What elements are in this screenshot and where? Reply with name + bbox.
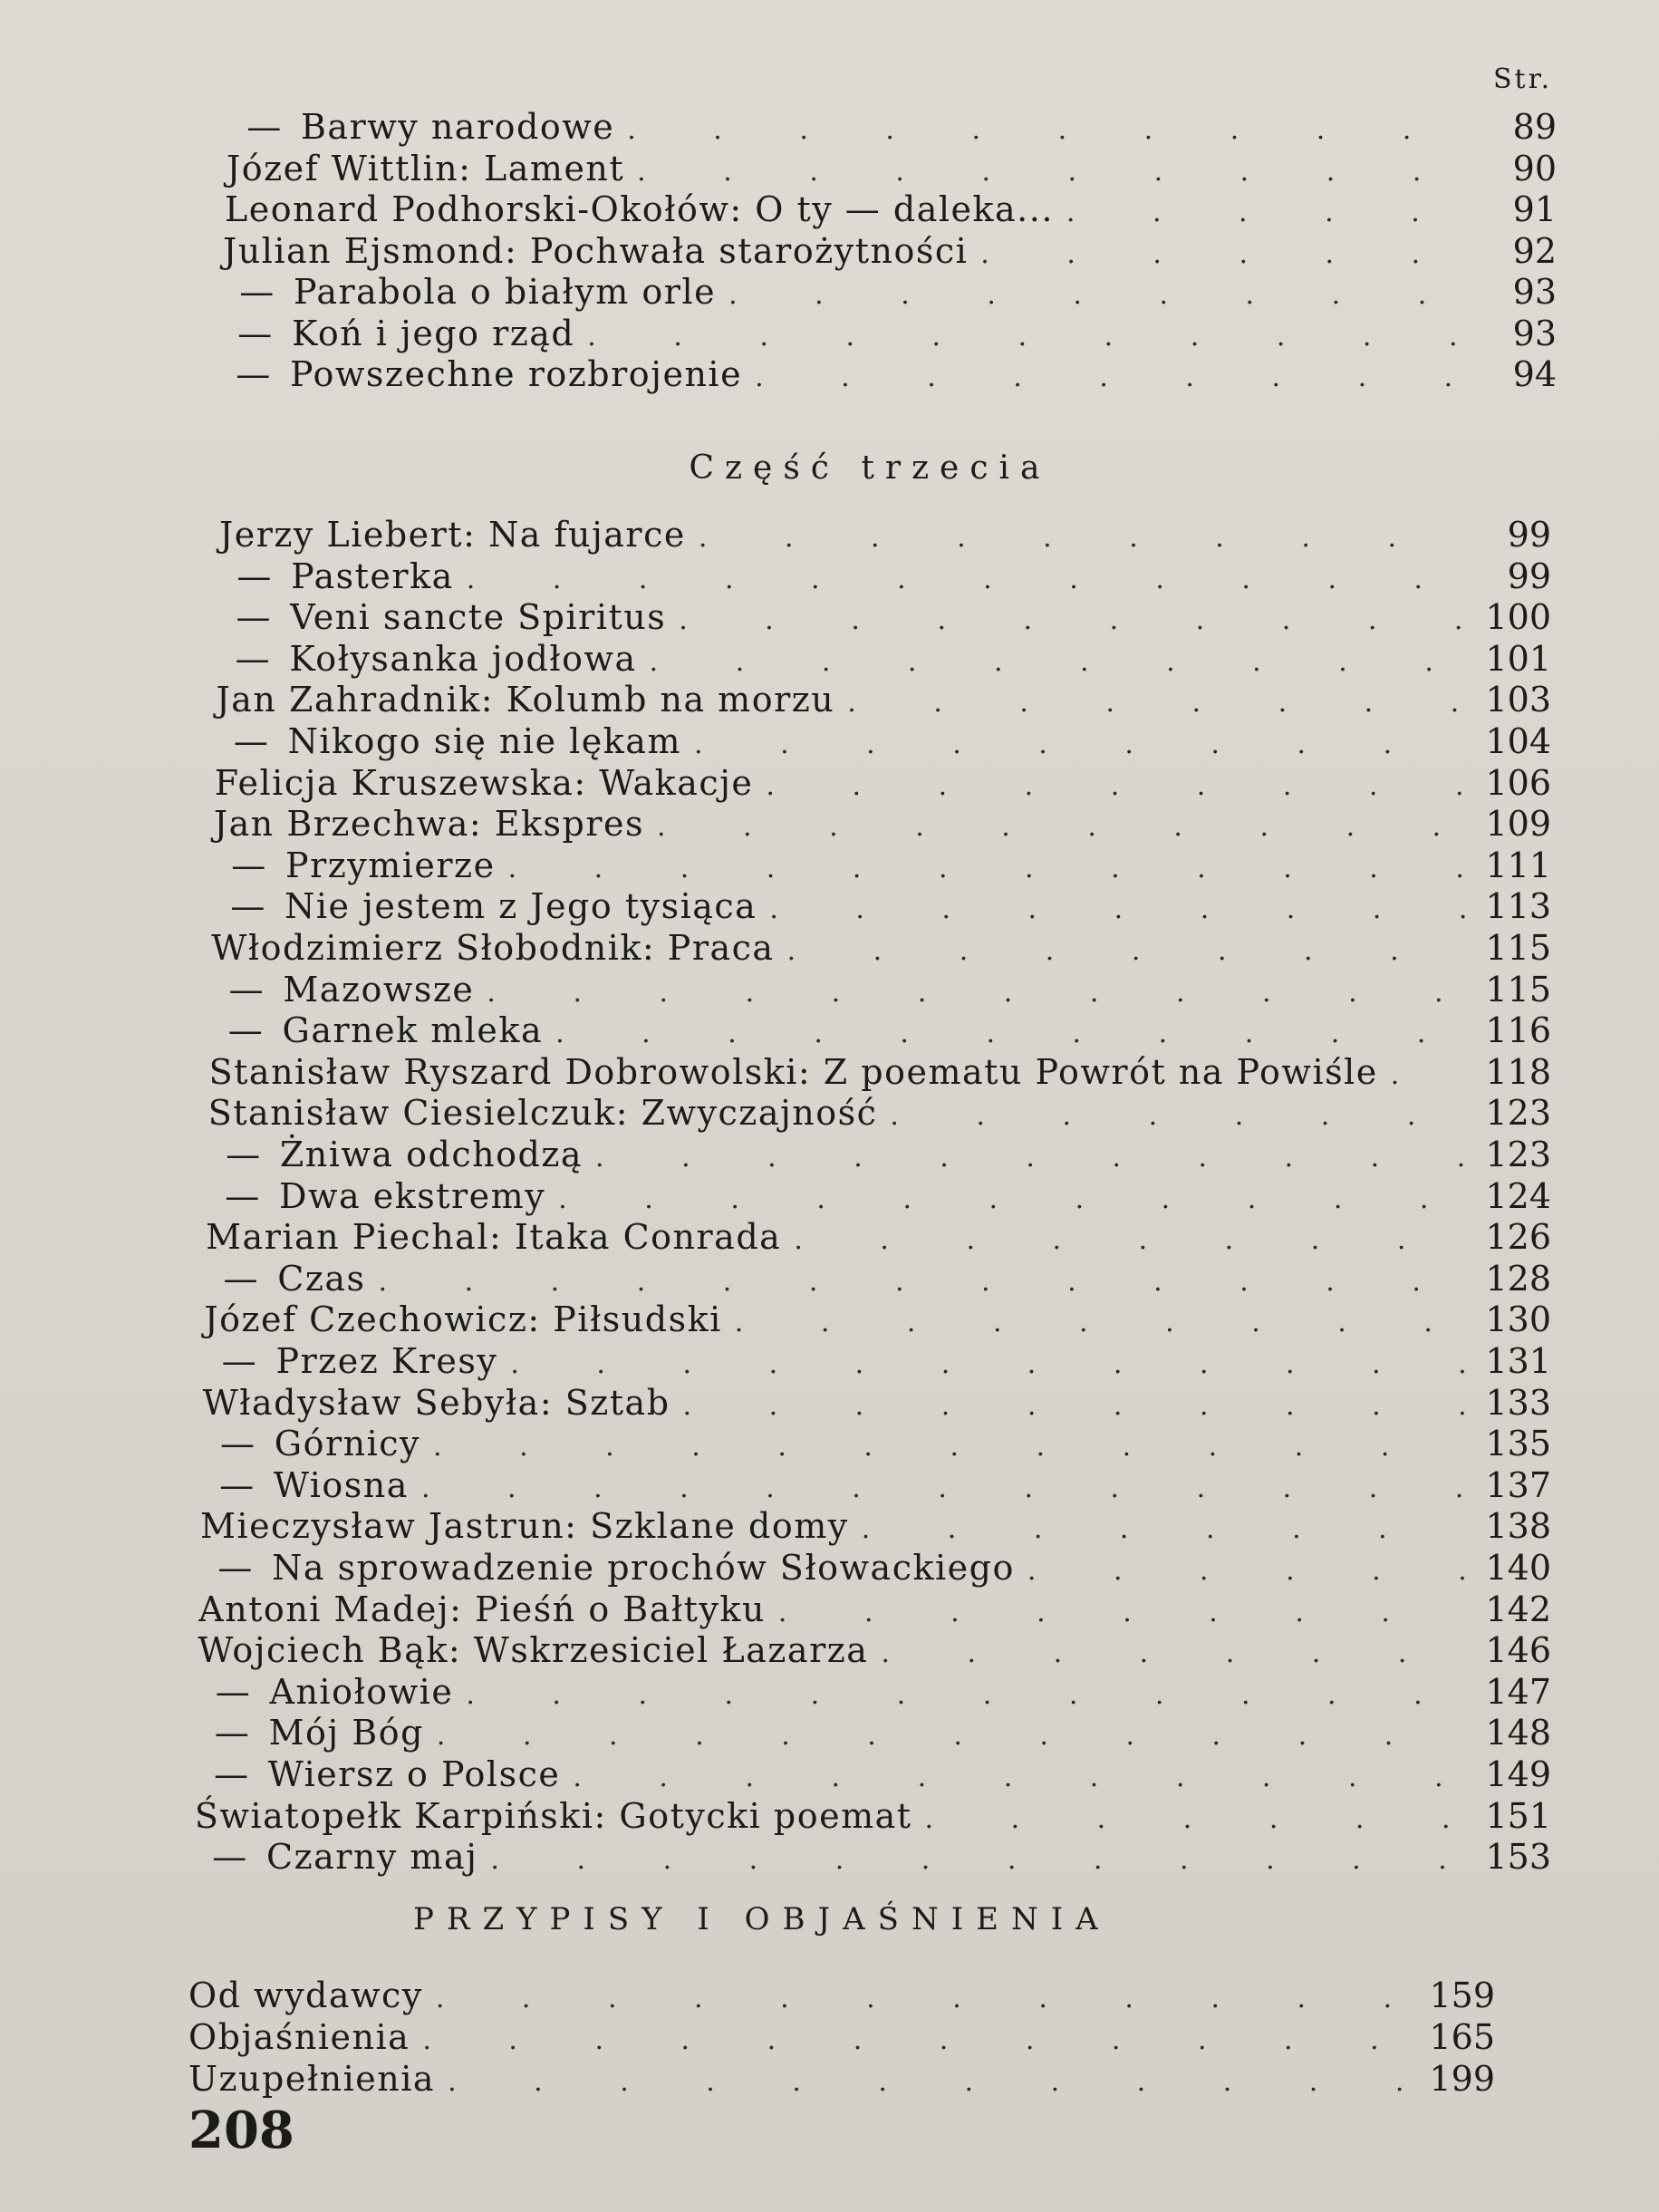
toc-entry-page: 93 — [1512, 313, 1557, 353]
toc-entry-page: 165 — [1429, 2017, 1495, 2057]
toc-entry-title: Pochwała starożytności — [529, 230, 969, 271]
dot-leader — [683, 1390, 1466, 1422]
toc-entry-text — [196, 1754, 561, 1794]
toc-entry — [213, 845, 1551, 887]
dot-leader — [679, 604, 1466, 636]
toc-entry-text — [221, 272, 716, 312]
toc-entry-title: Wiersz o Polsce — [267, 1754, 561, 1794]
ditto-dash: — — [215, 1671, 252, 1712]
ditto-dash: — — [220, 1424, 256, 1464]
section-heading-notes: PRZYPISY I OBJAŚNIENIA — [413, 1901, 1111, 1937]
toc-entry-title: Koń i jego rząd — [292, 313, 575, 353]
ditto-dash: — — [239, 272, 275, 312]
toc-entry-text — [198, 1630, 868, 1670]
ditto-dash: — — [236, 597, 272, 638]
toc-entry — [200, 1506, 1551, 1548]
toc-entry — [219, 314, 1557, 355]
toc-entry — [195, 1796, 1551, 1838]
ditto-dash: — — [212, 1837, 248, 1878]
ditto-dash: — — [246, 107, 283, 147]
section-heading-part3: Część trzecia — [689, 449, 1051, 487]
toc-entry-text — [197, 1713, 424, 1753]
page-column-label: Str. — [1493, 63, 1553, 95]
toc-entry-author: Mieczysław Jastrun: — [200, 1506, 591, 1547]
dot-leader — [487, 977, 1466, 1009]
toc-entry-title: Praca — [667, 928, 775, 968]
dot-leader — [650, 646, 1466, 678]
toc-entry-title: Wiosna — [273, 1464, 409, 1505]
dot-leader — [555, 1018, 1466, 1049]
toc-entry — [198, 1589, 1551, 1631]
dot-leader — [735, 1307, 1466, 1338]
ditto-dash: — — [231, 845, 267, 885]
dot-leader — [890, 1100, 1466, 1132]
toc-entry-page: 140 — [1485, 1548, 1551, 1588]
toc-entry-title: Na sprowadzenie prochów Słowackiego — [272, 1548, 1015, 1588]
toc-entry-text — [217, 597, 666, 637]
toc-entry-title: Gotycki poemat — [619, 1795, 912, 1836]
toc-entry-page: 131 — [1485, 1341, 1551, 1381]
dot-leader — [508, 853, 1466, 884]
toc-entry-text — [205, 1259, 365, 1299]
toc-entry-text — [213, 845, 496, 885]
toc-entry-title: Kołysanka jodłowa — [289, 638, 637, 679]
toc-entry-page: 90 — [1512, 148, 1557, 188]
toc-entry-page: 199 — [1429, 2059, 1495, 2099]
toc-entry-page: 146 — [1485, 1630, 1551, 1671]
toc-entry-text — [188, 2059, 435, 2099]
toc-entry-title: Powszechne rozbrojenie — [290, 354, 743, 394]
toc-entry-page: 109 — [1485, 804, 1551, 845]
toc-entry-author: Julian Ejsmond: — [223, 230, 530, 271]
toc-entry — [219, 515, 1551, 556]
dot-leader — [881, 1637, 1466, 1669]
dot-leader — [558, 1183, 1466, 1215]
toc-entry-title: Dwa ekstremy — [279, 1175, 546, 1216]
toc-entry — [210, 970, 1551, 1011]
toc-entry — [205, 1259, 1551, 1300]
toc-entry-page: 133 — [1485, 1382, 1551, 1423]
toc-entry — [217, 354, 1557, 396]
toc-entry-title: Nie jestem z Jego tysiąca — [285, 886, 757, 927]
toc-entry — [203, 1383, 1551, 1425]
toc-entry-page: 99 — [1507, 555, 1551, 596]
dot-leader — [433, 1431, 1466, 1463]
toc-entry-page: 142 — [1485, 1589, 1551, 1629]
ditto-dash: — — [225, 1175, 261, 1216]
toc-entry-title: Czas — [277, 1258, 366, 1299]
dot-leader — [437, 1720, 1466, 1752]
toc-entry-text — [198, 1589, 766, 1629]
toc-entry-text — [206, 1217, 781, 1257]
toc-entry-text — [217, 354, 742, 394]
dot-leader — [379, 1266, 1466, 1298]
dot-leader — [794, 1224, 1466, 1256]
ditto-dash: — — [219, 1464, 256, 1505]
toc-entry-title: Garnek mleka — [282, 1010, 544, 1051]
dot-leader — [694, 729, 1466, 760]
toc-entry-page: 93 — [1512, 272, 1557, 312]
toc-entry-title: Aniołowie — [269, 1671, 454, 1712]
toc-entry-text — [217, 639, 636, 679]
toc-entry-title: Pasterka — [291, 555, 454, 596]
toc-entry-title: Sztab — [564, 1382, 670, 1423]
toc-entry-page: 135 — [1485, 1424, 1551, 1464]
toc-entry — [216, 721, 1551, 763]
toc-entry-title: Na fujarce — [487, 515, 686, 555]
toc-entry-title: Ekspres — [494, 804, 644, 845]
toc-entry-page: 149 — [1485, 1754, 1551, 1794]
toc-entry-page: 104 — [1485, 721, 1551, 761]
ditto-dash: — — [226, 1135, 262, 1174]
toc-entry-author: Stanisław Ciesielczuk: — [207, 1093, 641, 1134]
toc-entry-text — [219, 515, 686, 555]
toc-entry — [207, 1176, 1551, 1218]
toc-entry-page: 124 — [1485, 1175, 1551, 1216]
toc-entry-title: Czarny maj — [266, 1837, 478, 1878]
dot-leader — [436, 1983, 1410, 2014]
toc-entry — [204, 1341, 1552, 1383]
toc-entry-title: Parabola o białym orle — [294, 272, 717, 312]
dot-leader — [448, 2066, 1410, 2098]
ditto-dash: — — [228, 969, 265, 1009]
dot-leader — [421, 1473, 1466, 1504]
dot-leader — [769, 893, 1466, 925]
dot-leader — [466, 1679, 1466, 1711]
toc-entry — [227, 149, 1557, 190]
toc-entry-text — [209, 1052, 1378, 1092]
toc-entry-text — [199, 1548, 1015, 1588]
toc-entry-page: 94 — [1512, 354, 1557, 394]
toc-entry-author: Władysław Sebyła: — [202, 1382, 565, 1423]
toc-entry-page: 128 — [1485, 1258, 1551, 1299]
toc-entry-title: O ty — daleka... — [755, 189, 1054, 229]
toc-entry-text — [203, 1383, 670, 1423]
toc-entry-page: 101 — [1485, 638, 1551, 679]
toc-entry-title: Itaka Conrada — [514, 1217, 782, 1258]
toc-entry-title: Objaśnienia — [188, 2017, 410, 2057]
dot-leader — [637, 156, 1471, 188]
toc-entry-author: Jan Brzechwa: — [213, 804, 495, 845]
toc-entry-author: Wojciech Bąk: — [198, 1630, 474, 1671]
toc-entry — [207, 1135, 1551, 1176]
toc-entry-page: 115 — [1485, 928, 1551, 968]
toc-entry-author: Felicja Kruszewska: — [214, 762, 600, 803]
dot-leader — [573, 1762, 1466, 1793]
toc-entry-title: Wskrzesiciel Łazarza — [473, 1630, 869, 1671]
toc-entry-text — [228, 107, 614, 147]
dot-leader — [847, 687, 1466, 719]
toc-entry-text — [195, 1796, 912, 1836]
toc-entry-title: Górnicy — [274, 1424, 421, 1464]
toc-entry-title: Żniwa odchodzą — [279, 1135, 584, 1174]
toc-entry-title: Z poematu Powrót na Powiśle — [823, 1051, 1378, 1092]
toc-entry-text — [198, 1672, 454, 1712]
toc-entry-author: Marian Piechal: — [206, 1217, 515, 1258]
toc-entry-page: 116 — [1485, 1010, 1551, 1051]
toc-entry-author: Antoni Madej: — [198, 1589, 476, 1629]
toc-entry-title: Uzupełnienia — [188, 2059, 436, 2099]
toc-entry-page: 147 — [1485, 1671, 1551, 1712]
dot-leader — [595, 1142, 1466, 1174]
toc-entry-author: Leonard Podhorski-Okołów: — [225, 189, 756, 229]
toc-entry-text — [200, 1506, 849, 1546]
toc-entry — [217, 597, 1551, 639]
toc-entry-title: Zwyczajność — [641, 1093, 878, 1134]
toc-entry — [211, 928, 1551, 970]
toc-entry-title: Mazowsze — [283, 969, 475, 1009]
ditto-dash: — — [221, 1341, 258, 1381]
toc-entry-text — [188, 2017, 410, 2057]
toc-entry-title: Kolumb na morzu — [506, 680, 835, 720]
dot-leader — [778, 1597, 1466, 1628]
toc-entry — [194, 1837, 1551, 1879]
dot-leader — [862, 1513, 1466, 1545]
toc-entry — [204, 1299, 1551, 1341]
toc-entry-text — [204, 1299, 721, 1339]
toc-entry-title: Przez Kresy — [275, 1341, 498, 1381]
toc-entry-text — [215, 763, 754, 803]
toc-entry — [217, 680, 1552, 721]
toc-entry — [188, 2059, 1495, 2101]
ditto-dash: — — [217, 1548, 254, 1588]
dot-leader — [699, 522, 1466, 554]
toc-entry — [202, 1424, 1551, 1465]
toc-entry-page: 115 — [1485, 969, 1551, 1009]
toc-entry-page: 153 — [1485, 1837, 1551, 1878]
dot-leader — [1027, 1555, 1466, 1587]
toc-entry-page: 123 — [1485, 1093, 1551, 1134]
toc-entry-title: Wakacje — [599, 762, 754, 803]
toc-entry-text — [217, 680, 835, 720]
dot-leader — [467, 564, 1466, 595]
toc-entry — [212, 886, 1551, 928]
toc-entry — [188, 1975, 1495, 2017]
toc-entry-page: 137 — [1485, 1464, 1551, 1505]
dot-leader — [490, 1844, 1466, 1876]
dot-leader — [925, 1803, 1466, 1835]
toc-entry — [215, 763, 1551, 805]
toc-entry-author: Stanisław Ryszard Dobrowolski: — [208, 1051, 824, 1092]
dot-leader — [510, 1348, 1466, 1380]
toc-entry-page: 126 — [1485, 1217, 1551, 1258]
ditto-dash: — — [235, 638, 272, 679]
dot-leader — [980, 238, 1471, 270]
ditto-dash: — — [227, 1010, 265, 1051]
toc-entry-text — [201, 1465, 409, 1505]
toc-entry-text — [216, 721, 681, 761]
toc-entry — [196, 1754, 1551, 1796]
toc-entry — [206, 1217, 1551, 1259]
toc-entry-text — [223, 231, 968, 271]
toc-entry-page: 159 — [1429, 1975, 1495, 2015]
ditto-dash: — — [236, 555, 273, 596]
ditto-dash: — — [223, 1258, 259, 1299]
toc-entry — [208, 1093, 1551, 1135]
toc-entry — [228, 107, 1557, 149]
toc-entry-title: Veni sancte Spiritus — [290, 597, 667, 638]
toc-entry-title: Lament — [484, 148, 625, 188]
toc-entry-title: Od wydawcy — [188, 1975, 423, 2015]
dot-leader — [1066, 197, 1471, 228]
toc-entry-page: 92 — [1512, 230, 1557, 271]
ditto-dash: — — [230, 886, 266, 927]
toc-entry — [223, 231, 1557, 273]
toc-entry-page: 151 — [1485, 1795, 1551, 1836]
toc-entry-text — [208, 1093, 878, 1133]
dot-leader — [766, 770, 1466, 802]
toc-entry-author: Józef Wittlin: — [227, 148, 485, 188]
toc-entry — [221, 272, 1557, 314]
toc-entry-page: 91 — [1512, 189, 1557, 229]
toc-entry-page: 148 — [1485, 1713, 1551, 1753]
toc-entry-page: 113 — [1485, 886, 1551, 927]
ditto-dash: — — [236, 354, 272, 394]
toc-entry-text — [218, 556, 454, 596]
toc-entry — [199, 1548, 1551, 1589]
toc-entry-page: 100 — [1485, 597, 1551, 638]
toc-entry-text — [212, 886, 757, 926]
dot-leader — [755, 362, 1471, 393]
toc-entry-title: Przymierze — [285, 845, 496, 885]
dot-leader — [1391, 1059, 1466, 1091]
ditto-dash: — — [214, 1754, 250, 1794]
toc-entry-text — [211, 928, 774, 968]
toc-entry-page: 99 — [1507, 515, 1551, 555]
toc-entry — [210, 1010, 1552, 1052]
dot-leader — [587, 321, 1471, 353]
toc-entry-text — [188, 1975, 423, 2015]
toc-entry-author: Włodzimierz Słobodnik: — [211, 928, 668, 968]
toc-entry-page: 118 — [1485, 1051, 1551, 1092]
toc-entry-text — [202, 1424, 420, 1463]
toc-entry-page: 103 — [1485, 680, 1551, 720]
toc-entry — [188, 2017, 1495, 2059]
toc-entry-text — [207, 1176, 545, 1216]
toc-entry-title: Barwy narodowe — [301, 107, 615, 147]
toc-entry-author: Józef Czechowicz: — [204, 1299, 554, 1340]
dot-leader — [657, 811, 1466, 843]
dot-leader — [422, 2024, 1410, 2056]
ditto-dash: — — [233, 721, 270, 761]
toc-entry-title: Mój Bóg — [268, 1713, 424, 1753]
toc-entry-title: Szklane domy — [590, 1506, 849, 1547]
toc-entry-text — [207, 1135, 583, 1174]
toc-entry-text — [214, 804, 644, 844]
toc-entry-page: 123 — [1485, 1135, 1551, 1174]
page-number: 208 — [188, 2101, 294, 2160]
toc-entry-page: 130 — [1485, 1299, 1551, 1340]
toc-entry-text — [194, 1837, 477, 1877]
dot-leader — [627, 114, 1471, 146]
toc-entry-text — [219, 314, 574, 353]
toc-entry-title: Pieśń o Bałtyku — [475, 1589, 766, 1629]
toc-entry-title: Piłsudski — [553, 1299, 722, 1340]
toc-entry-text — [227, 149, 624, 188]
toc-entry — [197, 1713, 1551, 1754]
toc-entry-page: 89 — [1512, 107, 1557, 147]
toc-entry-text — [225, 189, 1054, 229]
toc-entry-author: Jan Zahradnik: — [216, 680, 506, 720]
toc-entry-page: 138 — [1485, 1506, 1551, 1547]
toc-entry — [198, 1672, 1552, 1714]
dot-leader — [787, 935, 1466, 967]
toc-entry — [217, 639, 1551, 681]
toc-entry-author: Światopełk Karpiński: — [194, 1795, 620, 1836]
dot-leader — [728, 279, 1471, 311]
toc-entry-title: Nikogo się nie lękam — [287, 721, 681, 761]
toc-entry-author: Jerzy Liebert: — [219, 515, 488, 555]
toc-entry-text — [204, 1341, 498, 1381]
toc-entry — [201, 1465, 1551, 1507]
toc-entry — [225, 189, 1557, 231]
toc-entry — [214, 804, 1551, 845]
toc-entry-page: 111 — [1485, 845, 1551, 885]
toc-entry — [209, 1052, 1551, 1094]
toc-entry-text — [210, 970, 474, 1009]
toc-entry — [218, 556, 1551, 598]
toc-entry-text — [210, 1010, 544, 1050]
toc-entry — [198, 1630, 1551, 1672]
ditto-dash: — — [214, 1713, 251, 1753]
toc-entry-page: 106 — [1485, 762, 1551, 803]
ditto-dash: — — [237, 313, 274, 353]
